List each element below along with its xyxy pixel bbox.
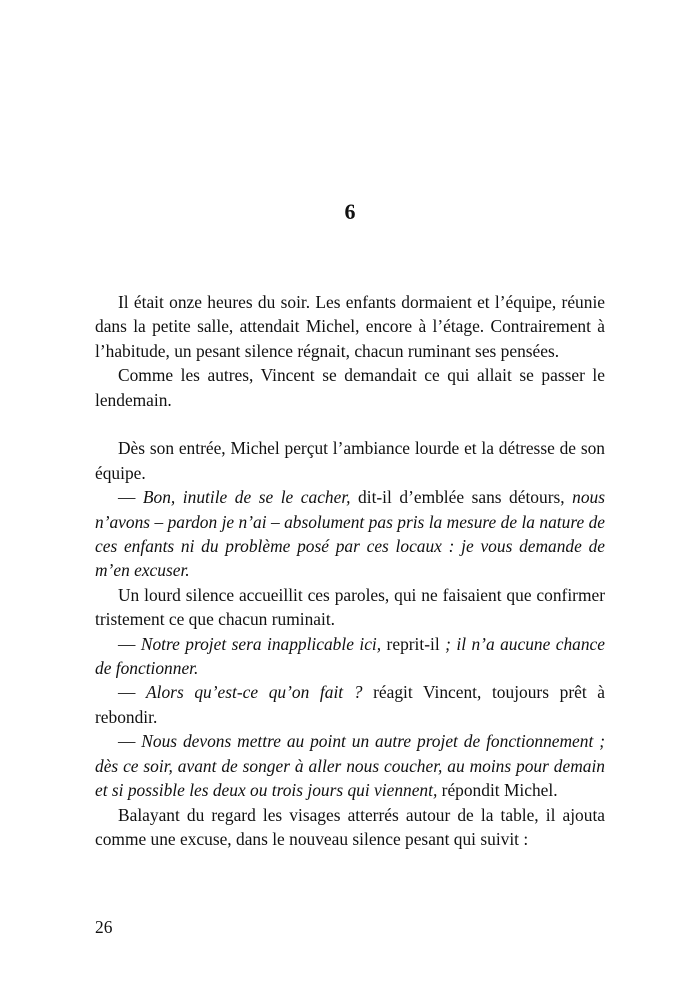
dialogue-speech: Alors qu’est-ce qu’on fait ? xyxy=(146,682,363,703)
dialogue-paragraph xyxy=(95,680,605,729)
dialogue-speech: ; il n’a aucune chance de fonctionner. xyxy=(95,633,605,679)
dialogue-narration: reprit-il xyxy=(381,633,446,654)
dialogue-narration: réagit Vincent, toujours prêt à rebondir. xyxy=(95,682,606,727)
paragraph: Balayant du regard les visages atterrés autour de la table, il ajouta comme une excuse, dans le nouveau silence pesant qui suivit : xyxy=(95,804,605,849)
dialogue-speech: Nous devons mettre au point un autre projet de fonctionnement ; dès ce soir, avant de songer à aller nous coucher, au moins pour demain et si possible les deux ou trois jours qui viennent, xyxy=(95,731,605,801)
dialogue-narration: répondit Michel. xyxy=(437,780,558,801)
dialogue-paragraph xyxy=(95,632,605,681)
dialogue-dash: — xyxy=(118,731,142,752)
page-number: 26 xyxy=(95,917,113,937)
dialogue-paragraph xyxy=(95,729,605,802)
dialogue-speech: Notre projet sera inapplicable ici, xyxy=(140,633,382,654)
dialogue-narration: dit-il d’emblée sans détours, xyxy=(350,487,573,508)
paragraph: Dès son entrée, Michel perçut l’ambiance lourde et la détresse de son équipe. xyxy=(95,438,605,483)
paragraph: Un lourd silence accueillit ces paroles, qui ne faisaient que confirmer tristement ce que chacun ruminait. xyxy=(95,584,605,630)
dialogue-dash: — xyxy=(118,487,143,508)
dialogue-paragraph xyxy=(95,485,605,583)
dialogue-dash: — xyxy=(118,682,147,703)
dialogue-speech: nous n’avons – pardon je n’ai – absolument pas pris la mesure de la nature de ces enfants ni du problème posé par ces locaux : je vous demande de m’en excuser. xyxy=(95,487,605,581)
chapter-number: 6 xyxy=(344,199,356,224)
dialogue-dash: — xyxy=(118,633,141,654)
body-text xyxy=(95,290,605,851)
dialogue-speech: Bon, inutile de se le cacher, xyxy=(142,487,351,508)
paragraph: Il était onze heures du soir. Les enfants dormaient et l’équipe, réunie dans la petite salle, attendait Michel, encore à l’étage. Contrairement à l’habitude, un pesant silence régnait, chacun ruminant ses pensées. xyxy=(95,292,605,361)
paragraph: Comme les autres, Vincent se demandait ce qui allait se passer le lendemain. xyxy=(95,365,605,410)
